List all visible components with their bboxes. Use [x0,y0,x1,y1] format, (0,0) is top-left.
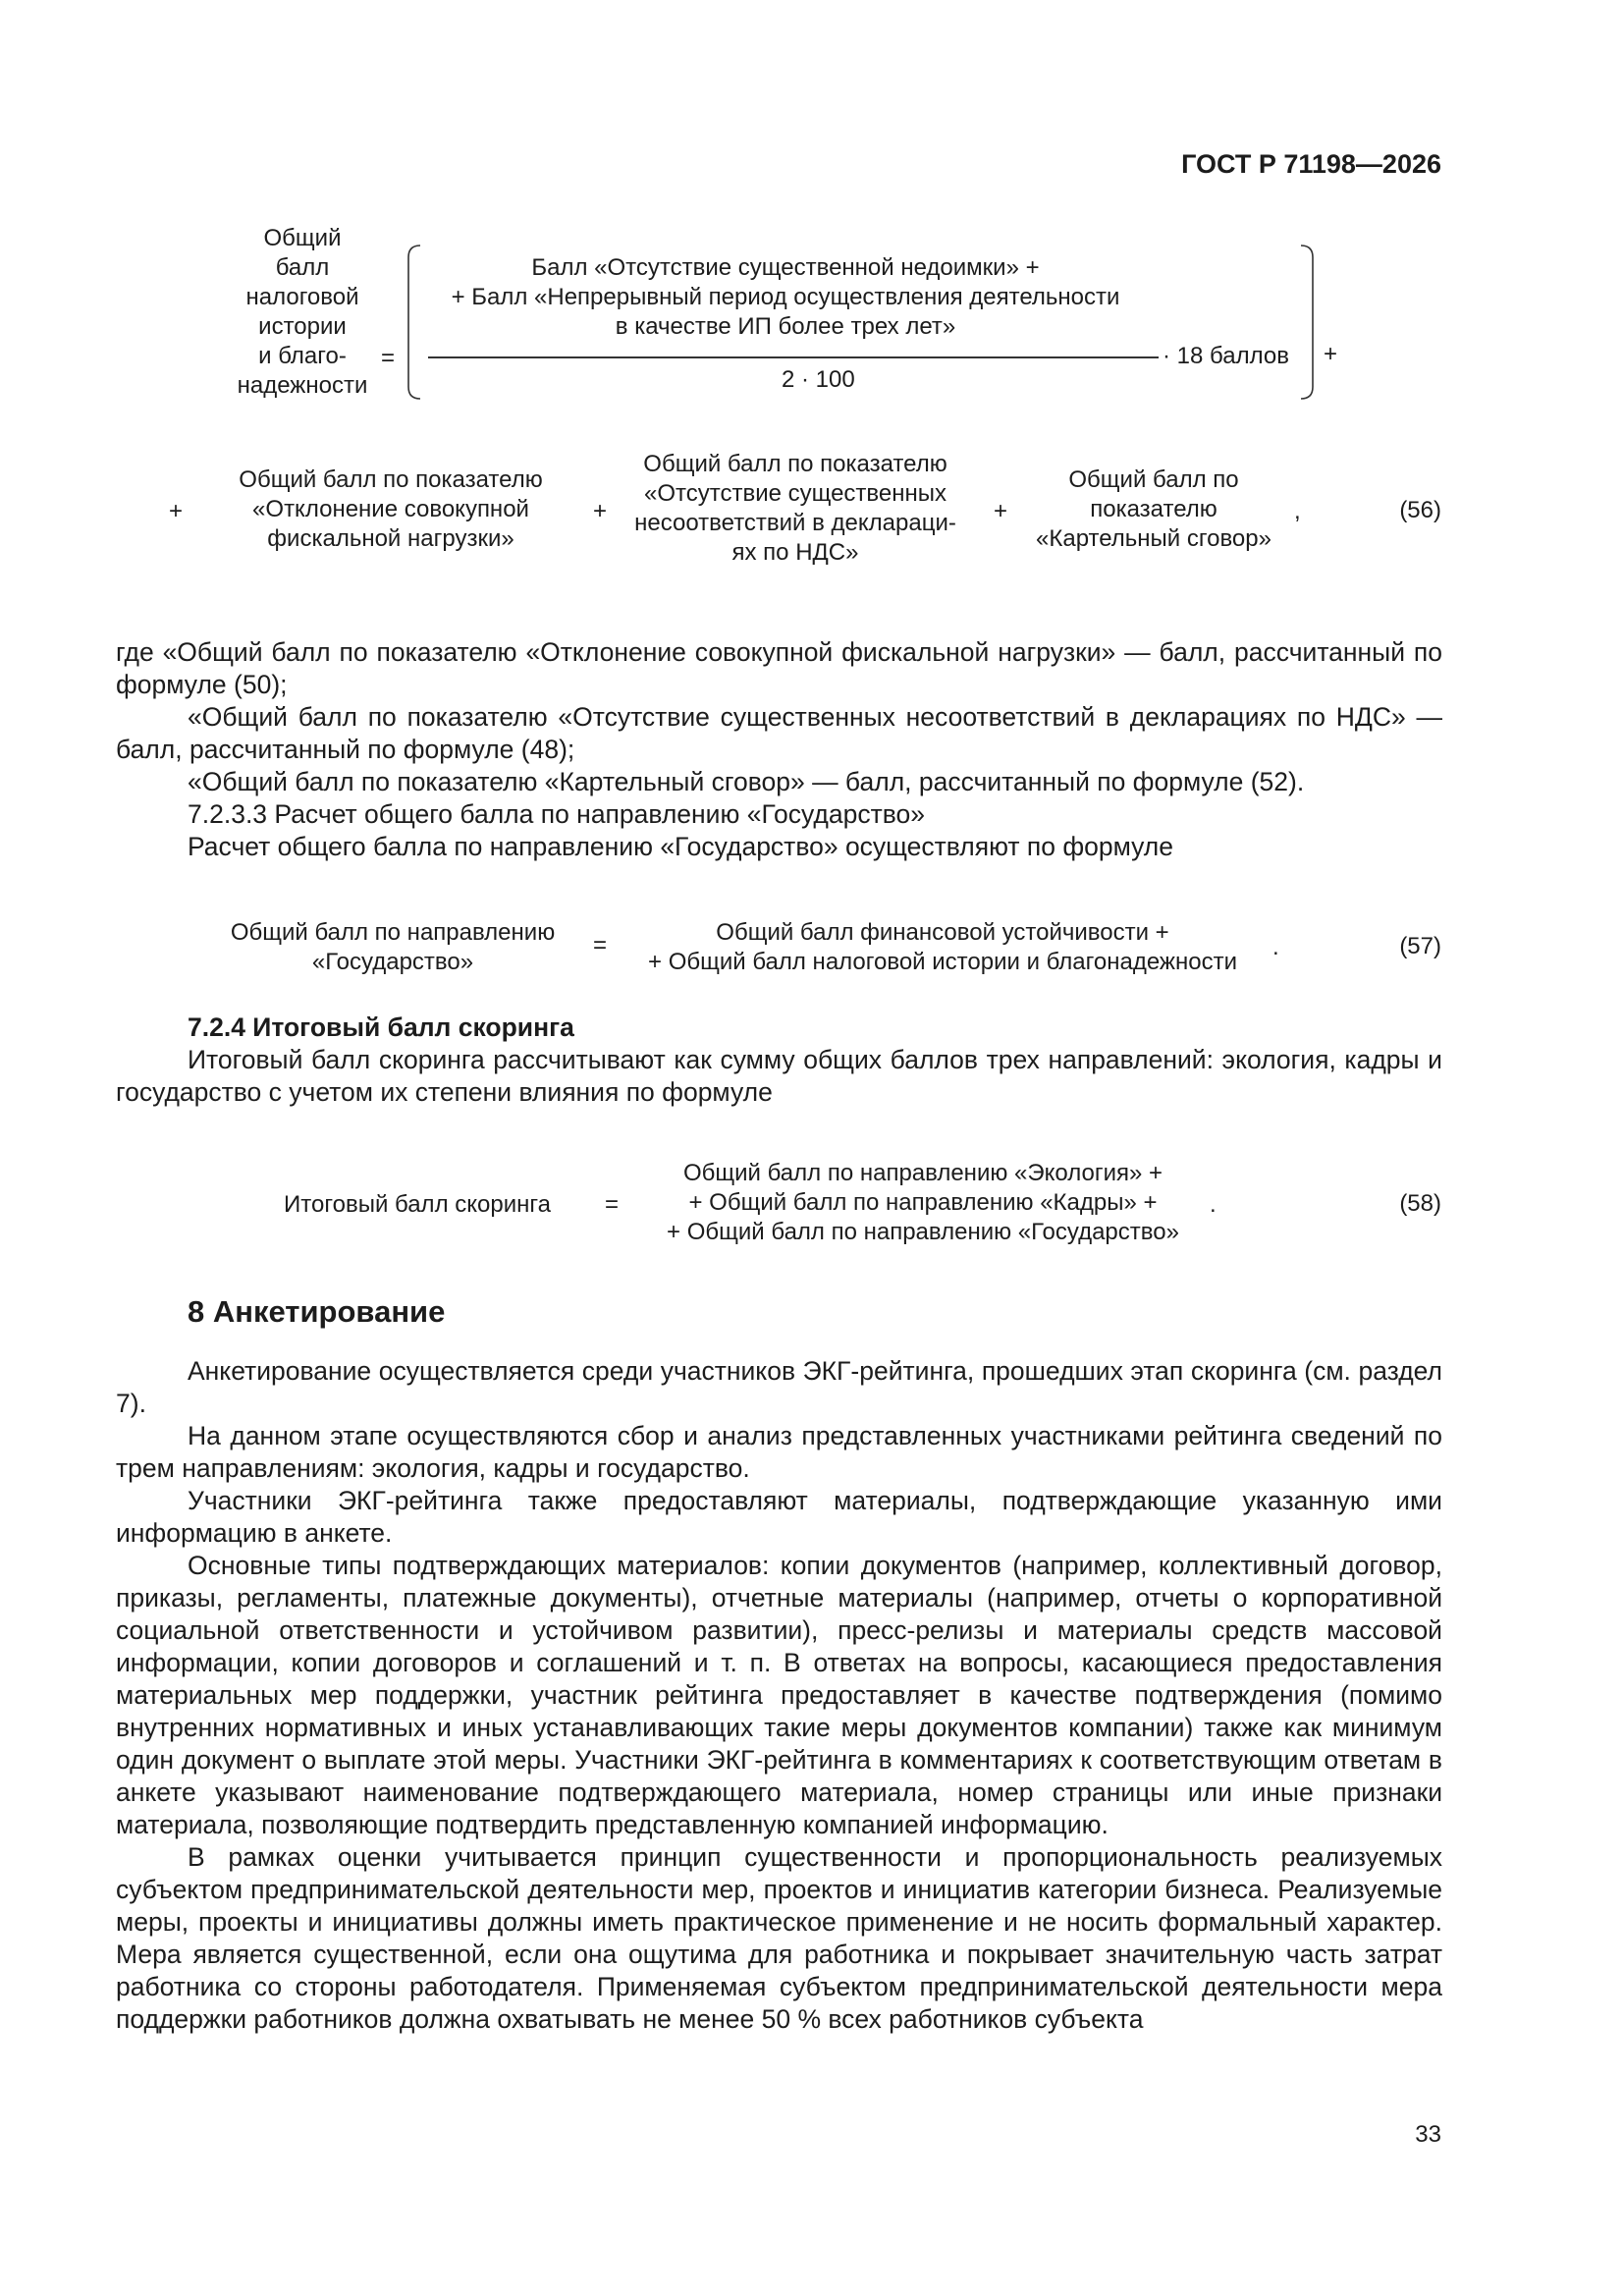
formula-56-comma: , [1294,498,1301,524]
formula-56-plus: + [593,498,608,524]
formula-58-dot: . [1210,1191,1217,1218]
section-8-body [116,1355,1442,2036]
formula-57-rhs-line: + Общий балл налоговой истории и благонадежности [648,949,1237,975]
formula-58-rhs-line: + Общий балл по направлению «Кадры» + [688,1189,1158,1216]
section-7-2-4 [116,1011,1442,1109]
where-paragraph: «Общий балл по показателю «Картельный сговор» — балл, рассчитанный по формуле (52). [188,767,1305,796]
formula-58-rhs-line: Общий балл по направлению «Экология» + [682,1160,1163,1186]
formula-56-lhs-line: и благо- [258,343,347,369]
formula-57-lhs [196,918,589,977]
formula-56-term-line: «Отсутствие существенных [643,480,947,507]
formula-56-multiplier: · 18 баллов [1163,343,1289,369]
document-header: ГОСТ Р 71198—2026 [1181,149,1441,179]
formula-56-plus: + [169,498,184,524]
formula-56-lhs-line: балл [275,254,330,281]
formula-56-fraction-bar [428,356,1159,358]
formula-56-term-vat [619,450,972,568]
formula-58-lhs: Итоговый балл скоринга [284,1191,551,1218]
formula-56-denominator: 2 · 100 [782,366,855,393]
section-8-paragraph: Участники ЭКГ-рейтинга также предоставляют материалы, подтверждающие указанную ими информацию в анкете. [116,1486,1442,1548]
formula-56-term-line: фискальной нагрузки» [267,525,514,552]
formula-56-term-cartel [1021,465,1286,554]
subsection-7-2-3-3-heading: 7.2.3.3 Расчет общего балла по направлению «Государство» [188,799,925,829]
formula-56-term-line: «Картельный сговор» [1036,525,1271,552]
formula-56-term-line: Общий балл по [1068,466,1239,493]
section-8-paragraph: Анкетирование осуществляется среди участников ЭКГ-рейтинга, прошедших этап скоринга (см. раздел 7). [116,1356,1442,1418]
where-paragraph: Расчет общего балла по направлению «Государство» осуществляют по формуле [188,832,1173,861]
formula-57-equals: = [592,932,607,958]
where-paragraph: где «Общий балл по показателю «Отклонение совокупной фискальной нагрузки» — балл, рассчитанный по формуле (50); [116,637,1442,699]
formula-57-rhs-line: Общий балл финансовой устойчивости + [716,919,1169,946]
formula-56-term-line: несоответствий в деклараци- [634,510,956,536]
formula-56-plus: + [994,498,1008,524]
formula-58-equals: = [604,1191,619,1218]
formula-56-term-line: ях по НДС» [731,539,859,566]
formula-56-term-fiscal-load [224,465,558,554]
formula-57-number: (57) [1399,933,1441,959]
formula-58-number: (58) [1399,1190,1441,1217]
formula-56-plus-end: + [1324,341,1338,367]
page-number: 33 [1415,2121,1441,2148]
formula-56-right-brace [1299,244,1319,401]
where-explanations [116,636,1442,863]
formula-57-dot: . [1272,934,1279,960]
section-7-2-4-title: 7.2.4 Итоговый балл скоринга [188,1012,574,1042]
formula-56-number: (56) [1399,497,1441,523]
where-paragraph: «Общий балл по показателю «Отсутствие существенных несоответствий в декларациях по НДС» — балл, рассчитанный по формуле (48); [116,702,1442,764]
formula-58-rhs [628,1159,1217,1247]
formula-57-lhs-line: Общий балл по направлению [230,919,556,946]
formula-56-numerator-line: + Балл «Непрерывный период осуществления деятельности [451,284,1120,310]
formula-57-rhs [619,918,1267,977]
formula-56-term-line: Общий балл по показателю [239,466,543,493]
section-8-paragraph: Основные типы подтверждающих материалов: копии документов (например, коллективный договор, приказы, регламенты, платежные документы), отчетные материалы (например, отчеты о корпоративной социальной ответственности и устойчивом развитии), пресс-релизы и материалы средств массовой информации, копии договоров и соглашений и т. п. В ответах на вопросы, касающиеся предоставления материальных мер поддержки, участник рейтинга предоставляет в качестве подтверждения (помимо внутренних нормативных и иных устанавливающих такие меры документов компании) также как минимум один документ о выплате этой меры. Участники ЭКГ-рейтинга в комментариях к соответствующим ответам в анкете указывают наименование подтверждающего материала, номер страницы или иные признаки материала, позволяющие подтвердить представленную компанией информацию. [116,1551,1442,1839]
formula-56-term-line: «Отклонение совокупной [252,496,529,522]
section-8-paragraph: На данном этапе осуществляются сбор и анализ представленных участниками рейтинга сведений по трем направлениям: экология, кадры и государство. [116,1421,1442,1483]
formula-56-equals: = [380,345,395,371]
formula-57-lhs-line: «Государство» [311,949,474,975]
formula-56-term-line: Общий балл по показателю [643,451,947,477]
formula-56-lhs-line: налоговой [245,284,359,310]
formula-56-term-line: показателю [1090,496,1217,522]
formula-58-rhs-line: + Общий балл по направлению «Государство» [667,1219,1179,1245]
section-7-2-4-text: Итоговый балл скоринга рассчитывают как сумму общих баллов трех направлений: экология, кадры и государство с учетом их степени влияния по формуле [116,1045,1442,1107]
formula-56-numerator-line: в качестве ИП более трех лет» [615,313,956,340]
formula-56-numerator [422,253,1149,342]
formula-56-left-brace [403,244,422,401]
section-8-title: 8 Анкетирование [188,1294,446,1329]
formula-56-lhs-line: надежности [237,372,368,399]
formula-56-lhs [224,224,381,401]
formula-56-lhs-line: истории [258,313,347,340]
section-8-paragraph: В рамках оценки учитывается принцип существенности и пропорциональность реализуемых субъектом предпринимательской деятельности мер, проектов и инициатив категории бизнеса. Реализуемые меры, проекты и инициативы должны иметь практическое применение и не носить формальный характер. Мера является существенной, если она ощутима для работника и покрывает значительную часть затрат работника со стороны работодателя. Применяемая субъектом предпринимательской деятельности мера поддержки работников должна охватывать не менее 50 % всех работников субъекта [116,1842,1442,2034]
formula-56-lhs-line: Общий [263,225,342,251]
formula-56-numerator-line: Балл «Отсутствие существенной недоимки» + [531,254,1040,281]
